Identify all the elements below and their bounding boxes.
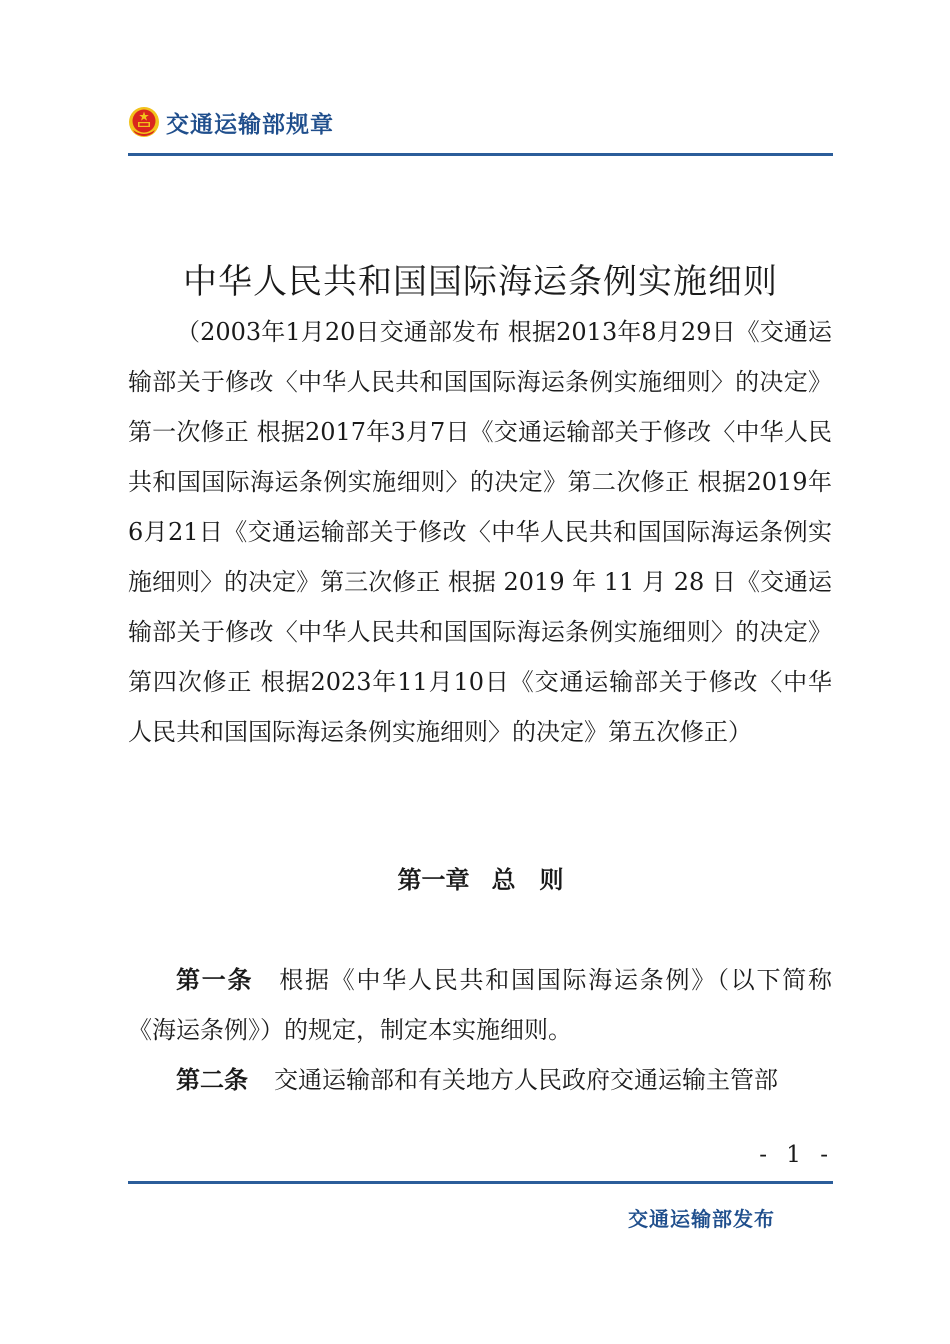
footer-rule: [128, 1181, 833, 1184]
article-2: [128, 1055, 832, 1105]
page-number: - 1 -: [759, 1142, 834, 1168]
article-1: [128, 955, 832, 1055]
article-text: 根据《中华人民共和国国际海运条例》（以下简称《海运条例》）的规定，制定本实施细则。: [128, 966, 832, 1044]
chapter-title: 总 则: [491, 866, 564, 894]
article-label: 第一条: [176, 966, 254, 994]
article-text: 交通运输部和有关地方人民政府交通运输主管部: [274, 1066, 778, 1094]
amendment-history: （2003年1月20日交通部发布 根据2013年8月29日《交通运输部关于修改〈中华人民共和国国际海运条例实施细则〉的决定》第一次修正 根据2017年3月7日《交通运输部关于修改〈中华人民共和国国际海运条例实施细则〉的决定》第二次修正 根据2019年6月21日《交通运输部关于修改〈中华人民共和国国际海运条例实施细则〉的决定》第三次修正 根据 2019 年 11 月 28 日《交通运输部关于修改〈中华人民共和国国际海运条例实施细则〉的决定》第四次修正 根据2023年11月10日《交通运输部关于修改〈中华人民共和国国际海运条例实施细则〉的决定》第五次修正）: [128, 318, 832, 746]
footer-publisher: 交通运输部发布: [628, 1207, 775, 1231]
national-emblem-icon: [128, 106, 160, 138]
page-header: [128, 102, 334, 142]
chapter-heading: [128, 858, 833, 902]
article-label: 第二条: [176, 1066, 248, 1094]
document-title: 中华人民共和国国际海运条例实施细则: [183, 262, 778, 302]
chapter-label: 第一章: [397, 866, 470, 894]
header-title: 交通运输部规章: [166, 111, 334, 138]
header-rule: [128, 153, 833, 156]
